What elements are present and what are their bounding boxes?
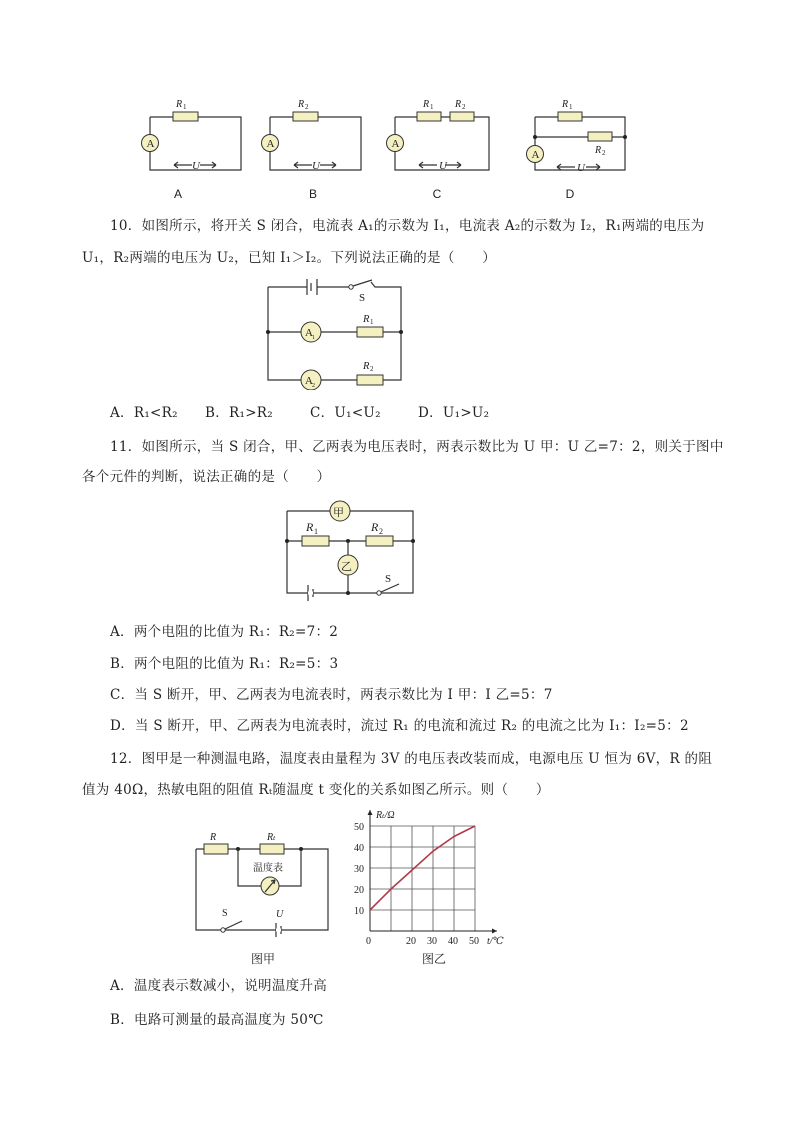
- switch-label: S: [359, 292, 366, 304]
- svg-text:A: A: [305, 375, 313, 387]
- svg-text:R: R: [455, 99, 462, 110]
- q10-line1: 10．如图所示，将开关 S 闭合，电流表 A₁的示数为 I₁，电流表 A₂的示数为 I₂，R₁两端的电压为: [110, 218, 705, 234]
- x-tick-label: 50: [469, 936, 479, 947]
- q10-option-c[interactable]: C．U₁<U₂: [310, 405, 381, 421]
- q10-line2: U₁，R₂两端的电压为 U₂，已知 I₁＞I₂。下列说法正确的是（ ）: [82, 250, 497, 266]
- caption-c: C: [432, 187, 442, 201]
- q12-line1: 12．图甲是一种测温电路，温度表由量程为 3V 的电压表改装而成，电源电压 U 恒为 6V，R 的阻: [110, 751, 713, 767]
- switch-label: S: [385, 573, 392, 585]
- svg-text:A: A: [391, 138, 400, 150]
- meter-yi-label: 乙: [341, 561, 352, 573]
- meter-jia-label: 甲: [333, 507, 344, 519]
- q11-line2: 各个元件的判断，说法正确的是（ ）: [82, 469, 331, 485]
- y-axis-arrow: [368, 810, 373, 815]
- svg-text:2: 2: [602, 149, 606, 157]
- svg-text:2: 2: [312, 383, 315, 389]
- meter-label: 温度表: [253, 863, 283, 874]
- svg-text:R: R: [306, 520, 314, 534]
- x-tick-label: 30: [427, 936, 437, 947]
- fig-jia-caption: 图甲: [250, 952, 275, 966]
- y-tick-label: 30: [354, 864, 364, 875]
- q11-option-b[interactable]: B．两个电阻的比值为 R₁：R₂=5：3: [110, 656, 339, 672]
- svg-text:1: 1: [430, 103, 434, 111]
- q10-option-b[interactable]: B．R₁>R₂: [205, 405, 273, 421]
- circuit-c: [375, 95, 500, 180]
- svg-text:2: 2: [370, 365, 374, 373]
- caption-d: D: [565, 187, 575, 201]
- caption-b: B: [308, 187, 317, 201]
- x-axis-arrow: [492, 929, 497, 934]
- svg-text:R: R: [363, 361, 370, 372]
- circuit-d: [520, 95, 645, 180]
- q11-option-d[interactable]: D．当 S 断开，甲、乙两表为电流表时，流过 R₁ 的电流和流过 R₂ 的电流之比为 I₁：I₂=5：2: [110, 718, 689, 734]
- q11-line1: 11．如图所示，当 S 闭合，甲、乙两表为电压表时，两表示数比为 U 甲：U 乙=7：2，则关于图中: [110, 439, 724, 455]
- voltage-label: U: [439, 160, 447, 172]
- q12-line2: 值为 40Ω，热敏电阻的阻值 Rₜ随温度 t 变化的关系如图乙所示。则（ ）: [82, 782, 550, 798]
- switch-label: S: [222, 908, 228, 919]
- svg-text:R: R: [298, 99, 305, 110]
- y-tick-label: 10: [354, 906, 364, 917]
- origin-tick-label: 0: [366, 936, 371, 947]
- q12-option-b[interactable]: B．电路可测量的最高温度为 50℃: [110, 1012, 324, 1028]
- svg-text:1: 1: [370, 318, 374, 326]
- fig-yi-caption: 图乙: [421, 952, 446, 966]
- svg-text:R: R: [595, 145, 602, 156]
- rt-label: Rₜ: [267, 832, 276, 843]
- svg-text:R: R: [176, 99, 183, 110]
- svg-text:1: 1: [312, 335, 315, 341]
- y-tick-label: 50: [354, 822, 364, 833]
- circuit-a: [130, 95, 255, 180]
- svg-text:A: A: [146, 138, 155, 150]
- svg-text:2: 2: [305, 103, 309, 111]
- q11-option-a[interactable]: A．两个电阻的比值为 R₁：R₂=7：2: [110, 624, 339, 640]
- q12-circuit-jia: [188, 830, 338, 940]
- q10-circuit: [255, 275, 420, 390]
- voltage-label: U: [577, 162, 585, 174]
- svg-text:R: R: [363, 314, 370, 325]
- x-axis-label: t/℃: [487, 936, 504, 947]
- q12-option-a[interactable]: A．温度表示数减小，说明温度升高: [110, 978, 328, 994]
- r-label: R: [210, 832, 217, 843]
- voltage-label: U: [192, 160, 200, 172]
- svg-text:2: 2: [379, 527, 383, 536]
- svg-text:2: 2: [462, 103, 466, 111]
- voltage-label: U: [312, 160, 320, 172]
- y-tick-label: 40: [354, 843, 364, 854]
- svg-text:R: R: [423, 99, 430, 110]
- svg-text:R: R: [371, 520, 379, 534]
- svg-text:R: R: [562, 99, 569, 110]
- circuit-b: [250, 95, 375, 180]
- x-tick-label: 40: [448, 936, 458, 947]
- y-axis-label: Rₜ/Ω: [376, 810, 395, 821]
- svg-text:A: A: [266, 138, 275, 150]
- svg-text:1: 1: [183, 103, 187, 111]
- svg-text:A: A: [531, 149, 540, 161]
- q11-option-c[interactable]: C．当 S 断开，甲、乙两表为电流表时，两表示数比为 I 甲：I 乙=5：7: [110, 687, 553, 703]
- svg-text:1: 1: [314, 527, 318, 536]
- q10-option-d[interactable]: D．U₁>U₂: [418, 405, 490, 421]
- source-label: U: [276, 909, 284, 920]
- svg-text:1: 1: [569, 103, 573, 111]
- x-tick-label: 20: [406, 936, 416, 947]
- q10-option-a[interactable]: A．R₁<R₂: [110, 405, 178, 421]
- q11-circuit: [278, 495, 423, 610]
- svg-text:A: A: [305, 327, 313, 339]
- y-tick-label: 20: [354, 885, 364, 896]
- caption-a: A: [173, 187, 182, 201]
- rt-temperature-chart: [348, 805, 518, 950]
